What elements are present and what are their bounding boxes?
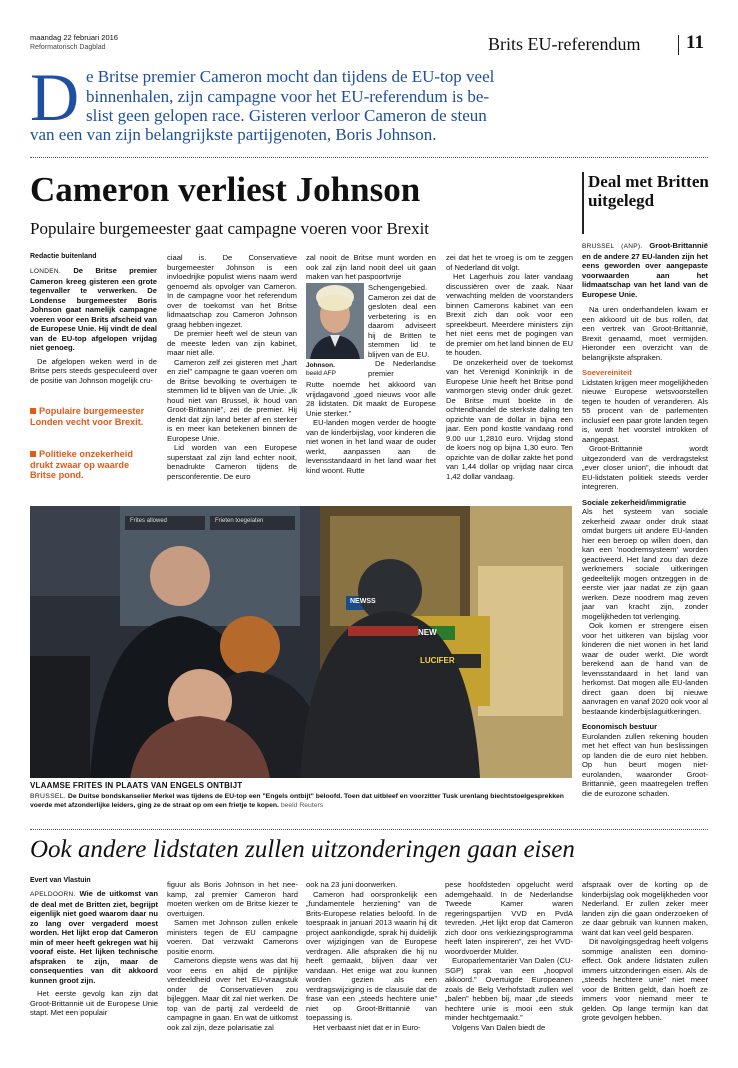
sidebar-accent <box>582 172 584 234</box>
lead-paragraph: Wie de uitkomst van de deal met de Britten ziet, begrijpt eigenlijk niet goed waarom daar nu zo lang over vergaderd moest worden. Het lijkt erop dat Cameron min of meer heeft gekregen wat hij vooraf eiste. Het lijken technische afspraken te zijn, maar de consequenties van dit akkoord kunnen groot zijn. <box>30 889 158 985</box>
paragraph: afspraak over de korting op de kinderbijslag ook mogelijkheden voor Nederland. Er zullen zeker meer landen zijn die gaan onderzoeken of ze daar gebruik van kunnen maken, want dat kan veel geld besparen. <box>582 880 708 937</box>
paragraph: Het verbaast niet dat er in Euro- <box>313 1022 421 1032</box>
paragraph: Volgens Van Dalen biedt de <box>452 1022 546 1032</box>
main-subheadline: Populaire burgemeester gaat campagne voeren voor Brexit <box>30 219 430 238</box>
paragraph: De premier heeft wel de steun van de meeste leden van zijn kabinet, maar niet alle. <box>167 329 297 357</box>
intro-line: van een van zijn belangrijkste partijgenoten, Boris Johnson. <box>30 125 437 144</box>
shop-sign: LUCIFER <box>420 656 455 665</box>
shop-sign: Frieten toegelaten <box>215 518 264 524</box>
intro-line: binnenhalen, zijn campagne voor het EU-referendum is be- <box>86 86 490 106</box>
article-column-1 <box>30 266 157 386</box>
sidebar-subhead: Soevereiniteit <box>582 368 632 377</box>
intro-divider <box>30 157 708 158</box>
article-column-4 <box>446 253 573 485</box>
main-headline: Cameron verliest Johnson <box>30 170 421 209</box>
paragraph: Lidstaten krijgen meer mogelijkheden nieuwe Europese wetsvoorstellen tegen te houden of veranderen. Als 55 procent van de parlementen inclusief een paar grote landen tegen is, wordt het voorstel introkken of aangepast. <box>582 377 708 444</box>
article-column-2 <box>167 253 297 485</box>
byline: Redactie buitenland <box>30 253 97 260</box>
paragraph: Schengengebied. Cameron zei dat de gesloten deal een verbetering is en daarom adviseert hij de Britten te stemmen lid te blijven van de EU. <box>368 283 436 359</box>
caption-credit: beeld Reuters <box>280 801 324 809</box>
shop-sign: NEWSS <box>350 598 376 605</box>
paragraph: Het eerste gevolg kan zijn dat Groot-Brittannië uit de Europese Unie stapt. Met een populair <box>30 989 158 1017</box>
dateline: APELDOORN. <box>30 891 76 898</box>
shop-sign: NEW <box>418 628 437 637</box>
paragraph: Europarlementariër Van Dalen (CU-SGP) sprak van een „hoopvol akkoord.” Overtuigde Europeanen zoals de Belg Verhofstadt zullen wel „balen” hebben bij, maar „de steeds hechtere unie is mooi een stuk minder hechtgemaakt.” <box>445 956 573 1022</box>
sidebar-body <box>582 241 708 821</box>
intro-line: e Britse premier Cameron mocht dan tijdens de EU-top veel <box>86 67 495 86</box>
pull-quote-text: Populaire burgemeester Londen vecht voor Brexit. <box>30 406 145 427</box>
paragraph: Als het systeem van sociale zekerheid zwaar onder druk staat omdat burgers uit andere EU-landen hier een beroep op willen doen, dan kan een 'noodremsysteem' worden geactiveerd. Het land zou dan deze werknemers sociale uitkeringen gedeeltelijk mogen ontzeggen in de eerste vier jaar nadat ze zijn gaan werken. Deze noodrem mag zeven jaar van kracht zijn, zonder mogelijkheden tot verlenging. <box>582 507 708 621</box>
frites-scene-illustration <box>30 506 572 778</box>
page-number: 11 <box>686 32 704 53</box>
section-title: Brits EU-referendum <box>488 34 641 54</box>
article-column-3-lower <box>306 380 436 485</box>
paragraph: zei dat het te vroeg is om te zeggen of Nederland dit volgt. <box>446 253 573 272</box>
pull-quote-2 <box>30 449 157 481</box>
johnson-photo <box>306 283 364 359</box>
byline: Evert van Vlastuin <box>30 877 91 884</box>
caption-credit: beeld AFP <box>306 370 336 377</box>
paragraph: Cameron zelf zei gisteren met „hart en ziel” campagne te gaan voeren om de Britse bevolking te overtuigen te stemmen lid te blijven van de Unie. „Ik houd niet van Brussel, ik houd van Groot-Brittannië”, zei de premier. Hij denkt dat zijn land beter af en sterker is en meer kan betekenen binnen de Europese Unie. <box>167 357 297 443</box>
portrait-illustration <box>306 283 364 359</box>
paragraph: pese hoofdsteden opgelucht werd ademgehaald. In de Nederlandse Tweede Kamer waren regeringspartijen VVD en PvdA tevreden. „Het lijkt erop dat Cameron zich door ons verkiezingsprogramma heeft laten inspireren”, zei het VVD-woordvoerder Mulder. <box>445 880 573 956</box>
lead-paragraph: De Britse premier Cameron kreeg gisteren een grote tegenvaller te verwerken. De Londense burgemeester Boris Johnson gaat namelijk campagne voeren voor een Brits afscheid van de Europese Unie. Hij vindt de deal van de EU-top afgelopen vrijdag niet genoeg. <box>30 266 157 352</box>
header-divider <box>678 35 679 55</box>
lead-paragraph: Groot-Brittannië en de andere 27 EU-landen zijn het eens geworden over aangepaste voorwaarden aan het lidmaatschap van het land van de Europese Unie. <box>582 241 708 299</box>
caption-dateline: BRUSSEL. <box>30 793 67 800</box>
intro-line: slist geen gelopen race. Gisteren verloor Cameron de steun <box>86 106 487 125</box>
second-column-1 <box>30 889 158 1054</box>
paragraph: De onzekerheid over de toekomst van het Verenigd Koninkrijk in de Europese Unie heeft het Britse pond vanmorgen stevig onder druk gezet. De Britse munt boekte in de ochtendhandel de sterkste daling ten opzichte van de dollar in bijna een jaar. Een pond kostte vandaag rond 9.00 uur 1,2810 euro. Vrijdag stond de koers nog op bijna 1,30 euro. Ten opzichte van de dollar zakte het pond van 1,44 dollar op vrijdag naar circa 1,42 dollar vandaag. <box>446 357 573 481</box>
second-column-2 <box>167 880 298 1054</box>
paragraph: De afgelopen weken werd in de Britse pers steeds gespeculeerd over de positie van Johnson mogelijk cru- <box>30 356 157 385</box>
dateline: LONDEN. <box>30 268 61 275</box>
paragraph: Eurolanden zullen rekening houden met het effect van hun beslissingen op landen die de euro niet hebben. Op hun beurt mogen niet-eurolanden, waaronder Groot-Brittannië, geen maatregelen treffen die de eurozone schaden. <box>582 731 708 798</box>
bullet-square-icon <box>30 408 36 414</box>
paragraph: Groot-Brittannië wordt uitgezonderd van de verdragstekst „ever closer union”, die inhoudt dat EU-lidstaten politiek steeds verder integreren. <box>582 444 708 491</box>
section-divider <box>30 829 708 830</box>
photo-caption <box>306 362 364 378</box>
paragraph: Ook komen er strengere eisen voor het uitkeren van bijslag voor kinderen die niet wonen in het land waar de ouder werkt. Die wordt berekend aan de hand van de levensstandaard in het land van herkomst. Dat mogen alle EU-landen direct gaan doen bij nieuwe aanvragen en vanaf 2020 ook voor al bestaande kinderbijslaguitkeringen. <box>582 621 708 716</box>
photo-caption-text <box>30 793 572 810</box>
paragraph: Het Lagerhuis zou later vandaag discussiëren over de zaak. Naar verwachting melden de voorstanders binnen Camerons kabinet van een Brexit zich dan ook voor een spreekbeurt. Meerdere ministers zijn het niet eens met de pogingen van de premier om het land binnen de EU te houden. <box>446 272 573 357</box>
caption-name: Johnson. <box>306 362 335 369</box>
paragraph: figuur als Boris Johnson in het nee-kamp, zal premier Cameron hard moeten werken om de Britse kiezer te overtuigen. <box>167 880 298 918</box>
second-column-5 <box>582 880 708 1054</box>
pull-quote-1 <box>30 406 157 427</box>
article-column-3-wrap <box>368 283 436 379</box>
paragraph: EU-landen mogen verder de hoogte van de kinderbijslag, voor kinderen die niet wonen in het land waar de ouder werkt, aanpassen aan de levensstandaard in het land waar het kind woont. Rutte <box>306 418 436 475</box>
paragraph: Rutte noemde het akkoord van vrijdagavond „goed nieuws voor alle 28 lidstaten. Dit maakt de Europese Unie sterker.” <box>306 380 436 418</box>
paragraph: Camerons diepste wens was dat hij voor eens en altijd de pijnlijke verdeeldheid over het EU-vraagstuk onder de Conservatieven zou bijleggen. Maar dit zal niet werken. De top van de partij zal verdeeld de campagne in gaan. En wat de uitkomst ook zal zijn, deze polarisatie zal <box>167 956 298 1032</box>
paragraph: Dit navolgingsgedrag heeft volgens sommige analisten een domino-effect. Ook andere lidstaten zullen immers uitzonderingen eisen. Als de „steeds hechtere unie” niet meer voor de Britten geldt, dan hoeft ze immers voor niemand meer te gelden. Op lange termijn kan dat grote gevolgen hebben. <box>582 937 708 1022</box>
second-headline: Ook andere lidstaten zullen uitzonderingen gaan eisen <box>30 836 575 863</box>
drop-cap: D <box>30 59 80 135</box>
shop-sign: Frites allowed <box>130 518 168 524</box>
photo-caption-title: VLAAMSE FRITES IN PLAATS VAN ENGELS ONTBIJT <box>30 781 243 790</box>
second-column-4 <box>445 880 573 1054</box>
paragraph: ook na 23 juni doorwerken. <box>306 880 398 889</box>
paragraph: ciaal is. De Conservatieve burgemeester Johnson is een invloedrijke populist wiens naam werd genoemd als opvolger van Cameron. In de campagne voor het referendum over de toekomst van het Britse lidmaatschap zou Cameron Johnson graag hebben ingezet. <box>167 253 297 329</box>
sidebar-subhead: Economisch bestuur <box>582 722 658 731</box>
paragraph: Samen met Johnson zullen enkele ministers tegen de EU campagne voeren. Dat verzwakt Camerons positie enorm. <box>167 918 298 956</box>
paragraph: Na uren onderhandelen kwam er een akkoord uit de bus rollen, dat een vertrek van Groot-Brittannië, Brexit genaamd, moet vermijden. Hieronder een overzicht van de belangrijkste afspraken. <box>582 305 708 362</box>
caption-body: De Duitse bondskanselier Merkel was tijdens de EU-top een "Engels ontbijt" beloofd. Toen dat uitbleef en voorzitter Tusk urenlang biechtstoelgesprekken voerde met afzonderlijke leiders, ging ze de straat op om een frietje te kopen. <box>30 793 564 809</box>
article-column-3 <box>306 253 436 281</box>
sidebar-title: Deal met Britten uitgelegd <box>588 172 709 210</box>
news-photo <box>30 506 572 778</box>
paragraph: Lid worden van een Europese superstaat zal zijn land echter nooit, benadrukte Cameron tijdens de persconferentie. De euro <box>167 443 297 481</box>
paper-name: Reformatorisch Dagblad <box>30 44 106 51</box>
second-column-3 <box>306 880 437 1054</box>
pull-quote-text: Politieke onzekerheid drukt zwaar op waarde Britse pond. <box>30 449 133 480</box>
paragraph: zal nooit de Britse munt worden en ook zal zijn land nooit deel uit gaan maken van het paspoortvrije <box>306 253 436 281</box>
intro-text <box>86 67 706 126</box>
issue-date: maandag 22 februari 2016 <box>30 33 118 42</box>
paragraph: De Nederlandse premier <box>368 359 436 378</box>
paragraph: Cameron had oorspronkelijk een „fundamentele herziening” van de Brits-Europese relaties beloofd. In de toespraak in januari 2013 waarin hij dit project aankondigde, sprak hij duidelijk over wijzigingen van de Europese verdragen. Alle afspraken die hij nu heeft gemaakt, blijven daar ver vandaan. Het enige wat zou kunnen worden gezien als een verdragswijziging is de clausule dat de frase van een „steeds hechtere unie” niet op Groot-Brittannië van toepassing is. <box>306 889 437 1022</box>
dateline: BRUSSEL (ANP). <box>582 243 643 250</box>
bullet-square-icon <box>30 451 36 457</box>
sidebar-subhead: Sociale zekerheid/immigratie <box>582 497 687 507</box>
